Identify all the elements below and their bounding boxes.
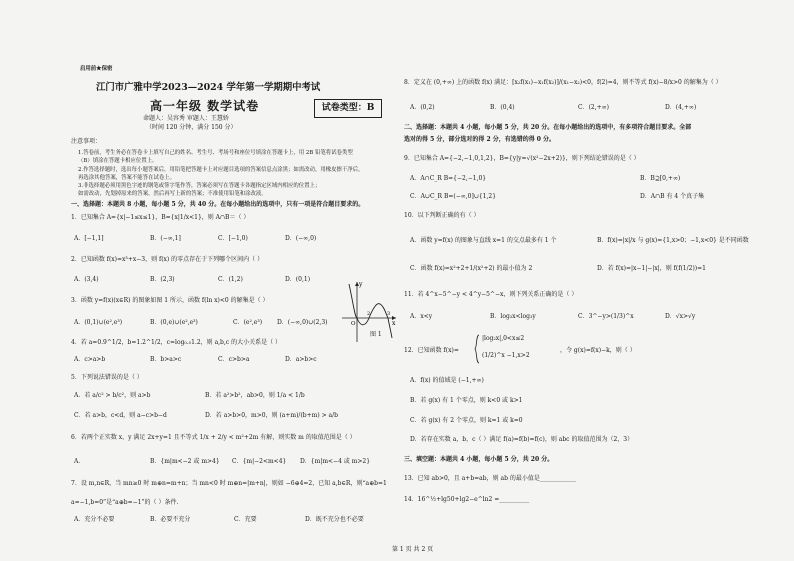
q2-stem: 2．已知函数 f(x)=x³+x−3，则 f(x) 的零点存在于下列哪个区间内（ ） — [71, 256, 264, 263]
q5-option-b: B．若 a²>b²，ab>0，则 1/a < 1/b — [205, 392, 305, 399]
q10-option-a: A．函数 y=f(x) 的图象与直线 x=1 的交点最多有 1 个 — [410, 237, 557, 244]
q10-stem: 10．以下判断正确的有（ ） — [404, 212, 480, 219]
q12-stem-prefix: 12．已知函数 f(x)= — [404, 347, 459, 354]
section2-heading-line2: 选对的得 5 分，部分选对的得 2 分，有选错的得 0 分。 — [404, 136, 556, 143]
q11-option-d: D．√x>√y — [665, 313, 696, 320]
section3-heading: 三、填空题：本题共 4 小题，每小题 5 分，共 20 分。 — [404, 456, 554, 463]
tick-2-label: 2 — [367, 311, 371, 317]
authors-line: 命题人：吴容秀 审题人：王慧娇 — [143, 115, 229, 122]
notes-line: 3.非选择题必须用黑色字迹的钢笔或签字笔作答，答案必须写在答题卡各题指定区域内相应的位置上； — [78, 183, 321, 189]
school-title: 江门市广雅中学2023—2024 学年第一学期期中考试 — [96, 82, 321, 93]
notes-line: 如需改动，先划掉原来的答案，然后再写上新的答案；不准使用铅笔和涂改液。 — [78, 191, 267, 197]
q11-option-b: B．log₃x<log₃y — [490, 313, 536, 320]
q8-option-d: D．(4,+∞) — [665, 104, 697, 111]
q3-option-b: B．(0,e)∪(e²,e³) — [150, 319, 198, 326]
q14-stem: 14．16^½+lg50+lg2−e^ln2 =__________ — [404, 496, 530, 503]
exam-title: 高一年级 数学试卷 — [150, 99, 260, 113]
q6-option-a: A． — [74, 458, 85, 465]
q1-option-c: C．[−1,0) — [218, 235, 248, 242]
exam-type-box: 试卷类型：B — [314, 99, 382, 118]
q12-option-a: A．f(x) 的值域是 (−1,+∞) — [410, 377, 484, 384]
notes-line: 1.答卷前，考生务必在答卷卡上填写自己的姓名、考生号、考场号和座位号填涂在答题卡上，用 2B 铅笔将试卷类型 — [78, 150, 353, 156]
q4-option-a: A．c>a>b — [74, 356, 106, 363]
q7-option-c: C．充要 — [234, 516, 257, 523]
q10-option-c: C．函数 f(x)=x²+2+1/(x²+2) 的最小值为 2 — [410, 265, 533, 272]
q9-option-b: B．B⊇[0,+∞) — [640, 175, 681, 182]
page-footer: 第 1 页 共 2 页 — [392, 546, 434, 553]
notes-line: （B）填涂在答题卡相应位置上。 — [78, 158, 158, 164]
notes-line: 2.作答选择题时，选出每小题答案后，用铅笔把答题卡上对应题目选项的答案信息点涂黑；如需改动，用橡皮擦干净后， — [78, 167, 364, 173]
secret-mark: 启用前★保密 — [80, 66, 113, 72]
q6-option-c: C．{m|−2<m<4} — [232, 458, 287, 465]
axis-y-label: y — [359, 281, 363, 288]
q5-option-a: A．若 a/c² > b/c²，则 a>b — [74, 392, 151, 399]
q3-option-d: D．(−∞,0)∪(2,3) — [277, 319, 328, 326]
q12-option-d: D．若存在实数 a，b，c（ ）满足 f(a)=f(b)=f(c)，则 abc 的取值范围为（2，3） — [410, 436, 634, 443]
q9-stem: 9．已知集合 A={−2,−1,0,1,2}，B={y|y=√(x²−2x+2)}，则下列结论错误的是（ ） — [404, 155, 640, 162]
q12-piece-1: |log₂x|,0<x≤2 — [482, 335, 525, 342]
axis-x-label: x — [392, 320, 396, 327]
q1-option-b: B．(−∞,1] — [150, 235, 181, 242]
q1-stem: 1．已知集合 A={x|−1≤x≤1}，B={x|1/x<1}，则 A∩B＝（ ） — [71, 214, 250, 221]
figure-1-caption: 图 1 — [370, 331, 382, 338]
q8-option-b: B．(0,4) — [490, 104, 515, 111]
notes-heading: 注意事项： — [71, 138, 102, 145]
q3-option-c: C．(e²,e³) — [233, 319, 263, 326]
q4-option-c: C．c>b>a — [218, 356, 250, 363]
q4-option-b: B．b>a>c — [150, 356, 182, 363]
q4-stem: 4．若 a=0.9^1/2，b=1.2^1/2，c=log₀.₅1.2，则 a,b,c 的大小关系是（ ） — [71, 339, 281, 346]
q10-option-d: D．若 f(x)=|x−1|−|x|，则 f(f(1/2))=1 — [597, 265, 706, 272]
q6-option-b: B．{m|m<−2 或 m>4} — [150, 458, 220, 465]
q9-option-c: C．A∪C_R B=(−∞,0]∪{1,2} — [410, 193, 497, 200]
q2-option-c: C．(1,2) — [218, 276, 243, 283]
q3-option-a: A．(0,1)∪(e²,e³) — [74, 319, 123, 326]
q12-piece-2: (1/2)^x −1,x>2 — [482, 352, 530, 359]
q8-option-a: A．(0,2) — [410, 104, 435, 111]
q7-stem-line2: a=−1,b=0”是“a⊕b=−1”的（ ）条件. — [71, 499, 179, 506]
duration-line: （时间 120 分钟，满分 150 分） — [146, 124, 237, 131]
q8-option-c: C．(2,+∞) — [578, 104, 610, 111]
q7-option-a: A．充分不必要 — [74, 516, 115, 523]
tick-3-label: 3 — [387, 311, 391, 317]
q12-stem-suffix: ，令 g(x)=f(x)−k，则（ ） — [560, 347, 636, 354]
q8-stem: 8．定义在 (0,+∞) 上的函数 f(x) 满足：[x₂f(x₁)−x₁f(x₂)]/(x₁−x₂)<0，f(2)=4，则不等式 f(x)−8/x>0 的解集为（ ） — [404, 79, 722, 86]
q12-option-b: B．若 g(x) 有 1 个零点，则 k<0 或 k>1 — [410, 397, 523, 404]
q11-option-c: C．3^−y>(1/3)^x — [578, 313, 634, 320]
q2-option-a: A．(3,4) — [74, 276, 99, 283]
q6-stem: 6．若两个正实数 x，y 满足 2x+y=1 且不等式 1/x + 2/y < m²+2m 有解，则实数 m 的取值范围是（ ） — [71, 434, 356, 441]
q9-option-a: A．A∩C_R B={−2,−1,0} — [410, 175, 487, 182]
q3-stem: 3．函数 y=f(x)(x∈R) 的图象如图 1 所示，函数 f(ln x)<0 的解集是（ ） — [71, 297, 269, 304]
q5-option-d: D．若 a>b>0，m>0，则 (a+m)/(b+m) > a/b — [205, 412, 338, 419]
origin-label: O — [351, 321, 356, 327]
q2-option-d: D．(0,1) — [285, 276, 311, 283]
q5-option-c: C．若 a>b，c<d，则 a−c>b−d — [74, 412, 167, 419]
q12-piecewise-brace — [474, 334, 480, 364]
figure-1-graph — [340, 278, 398, 346]
q5-stem: 5．下列说法错误的是（ ） — [71, 374, 143, 381]
notes-line: 再选涂其他答案，答案不能答在试卷上。 — [78, 175, 176, 181]
q12-option-c: C．若 g(x) 有 2 个零点，则 k=1 或 k=0 — [410, 417, 523, 424]
q7-stem-line1: 7．设 m,n∈R，当 mn≥0 时 m⊕n=m+n；当 mn<0 时 m⊕n=|m+n|，则如 −6⊕4=2，已知 a,b∈R，则“a⊕b=1 — [71, 480, 387, 487]
q7-option-b: B．必要不充分 — [150, 516, 191, 523]
q9-option-d: D．A∩B 有 4 个真子集 — [640, 193, 705, 200]
section1-heading: 一、选择题：本题共 8 小题，每小题 5 分，共 40 分。在每小题给出的选项中，只有一项是符合题目要求的。 — [71, 201, 365, 208]
q7-option-d: D．既不充分也不必要 — [305, 516, 364, 523]
section2-heading-line1: 二、选择题：本题共 4 小题，每小题 5 分，共 20 分。在每小题给出的选项中，有多项符合题目要求。全部 — [404, 124, 692, 131]
function-curve — [349, 284, 392, 338]
q4-option-d: D．a>b>c — [285, 356, 317, 363]
q1-option-d: D．(−∞,0) — [285, 235, 317, 242]
q6-option-d: D．{m|m<−4 或 m>2} — [300, 458, 371, 465]
q10-option-b: B．f(x)=|x|/x 与 g(x)={1,x>0；−1,x<0} 是不同函数 — [597, 237, 749, 244]
q13-stem: 13．已知 ab>0，且 a+b=ab，则 ab 的最小值是____________ — [404, 475, 576, 482]
q11-stem: 11．若 4^x−5^−y < 4^y−5^−x，则下列关系正确的是（ ） — [404, 291, 578, 298]
q2-option-b: B．(2,3) — [150, 276, 175, 283]
q1-option-a: A．[−1,1] — [74, 235, 104, 242]
q11-option-a: A．x<y — [410, 313, 433, 320]
